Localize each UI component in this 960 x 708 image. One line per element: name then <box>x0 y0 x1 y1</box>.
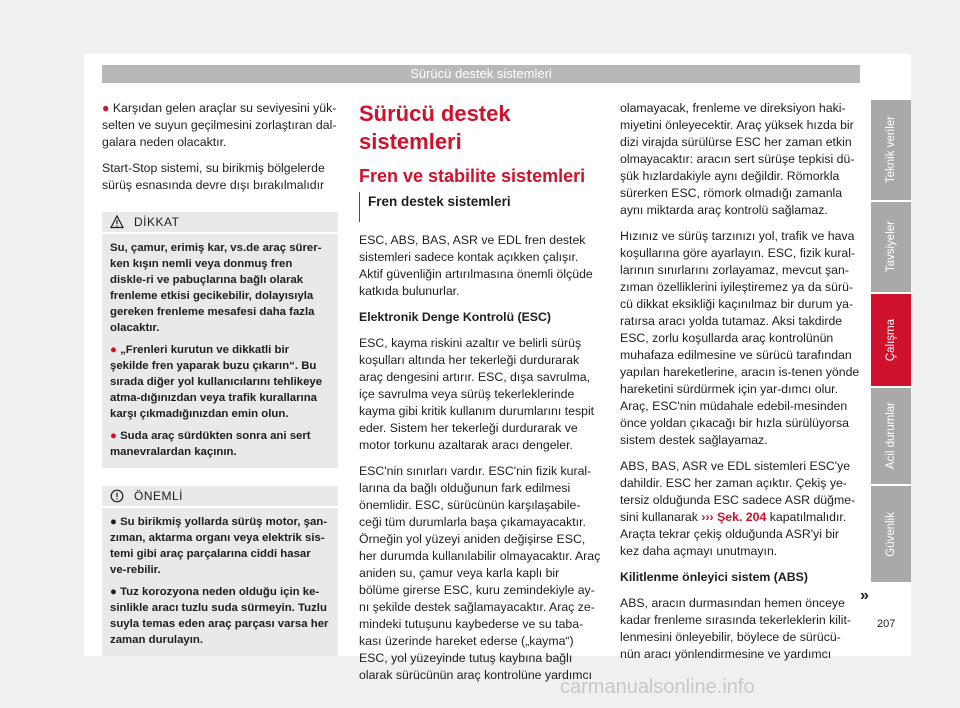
note-bullet: ● Tuz korozyona neden olduğu için ke-sinlikle aracı tuzlu suda sürmeyin. Tuzlu suyla temas eden araç parçası varsa her zaman durulayın. <box>110 586 329 646</box>
section-title: Fren ve stabilite sistemleri <box>359 166 586 186</box>
paragraph: ESC, ABS, BAS, ASR ve EDL fren destek sistemleri sadece kontak açıkken çalışır. Aktif güvenliğin artırılmasına önemli ölçüde katkıda bulunurlar. <box>359 233 593 298</box>
tab-acil-durumlar[interactable]: Acil durumlar <box>871 388 911 484</box>
bullet-icon: ● <box>110 516 117 528</box>
paragraph: ABS, BAS, ASR ve EDL sistemleri ESC'ye dahildir. ESC her zaman açıktır. Çekiş ye-tersiz olduğunda ESC sadece ASR düğme-sini kullanarak ››› Şek. 204 kapatılmalıdır. Araçta tekrar çekiş olduğunda ASR'yi bir kez daha açmayı unutmayın. <box>620 459 856 558</box>
bullet-icon: ● <box>102 101 110 115</box>
tab-calisma[interactable]: Çalışma <box>871 294 911 386</box>
caution-bullet: ● Suda araç sürdükten sonra ani sert manevralardan kaçının. <box>110 430 311 458</box>
continue-mark: » <box>860 587 869 604</box>
warning-triangle-icon <box>110 215 124 229</box>
note-header <box>102 486 338 508</box>
caution-box <box>102 212 338 468</box>
caution-header <box>102 212 338 234</box>
note-box <box>102 486 338 656</box>
heading-esc: Elektronik Denge Kontrolü (ESC) <box>359 310 551 324</box>
running-header: Sürücü destek sistemleri <box>102 65 860 83</box>
note-body <box>102 508 338 656</box>
figure-ref-link[interactable]: Şek. 204 <box>717 510 767 524</box>
paragraph: ESC'nin sınırları vardır. ESC'nin fizik kural-larına da bağlı olduğunun fark edilmesi önemlidir. ESC, sürücünün karşılaşabile-ceği tüm durumlarla başa çıkamayacaktır. Örneğin yol yüzeyi aniden değişirse ESC, her durumda kullanılabilir olmayacaktır. Araç aniden su, çamur veya karla kaplı bir bölüme girerse ESC, kuru zemindekiyle ay-nı şekilde destek sağlamayacaktır. Araç ze-mindeki tutuşunu kaybederse ve su taba-kası üzerinde hareket ederse („kayma“) ESC, yol yüzeyinde tutuş kaybına bağlı olarak sürücünün araç kontrolüne yardımcı <box>359 464 601 682</box>
heading-abs: Kilitlenme önleyici sistem (ABS) <box>620 570 808 584</box>
subsection-title: Fren destek sistemleri <box>359 192 601 222</box>
page-number: 207 <box>877 618 896 630</box>
tab-guvenlik[interactable]: Güvenlik <box>871 486 911 582</box>
chapter-title: Sürücü destek sistemleri <box>359 101 511 154</box>
caution-label: DİKKAT <box>134 215 180 229</box>
bullet-icon: ● <box>110 344 117 356</box>
info-circle-icon <box>110 489 124 503</box>
paragraph: Hızınız ve sürüş tarzınızı yol, trafik ve hava koşullarına göre ayarlayın. ESC, fizik kural-larının sınırlarını zorlayamaz, mevcut şan-zıman özelliklerini iyileştiremez ya da sürü-cü dikkat eksikliği kaçınılmaz bir durum ya-ratırsa aracı yolda tutamaz. Aksi takdirde ESC, zorlu koşullarda araç kontrolünün muhafaza edilmesine ve sürücü tarafından yapılan hareketlerine, aracın is-tenen yönde hareketini sürdürmek için yar-dımcı olur. Araç, ESC'nin müdahale edebil-mesinden önce yoldan çıkacağı bir hızla sürülüyorsa sistem destek sağlayamaz. <box>620 229 860 447</box>
note-bullet: ● Su birikmiş yollarda sürüş motor, şan-zıman, aktarma organı veya elektrik sis-temi gibi araç parçalarına ciddi hasar ve-rebilir. <box>110 516 328 576</box>
note-label: ÖNEMLİ <box>134 489 184 503</box>
paragraph: ABS, aracın durmasından hemen önceye kadar frenleme sırasında tekerleklerin kilit-lenmesini önleyebilir, böylece de sürücü-nün aracı yönlendirmesine ve yardımcı <box>620 596 851 661</box>
paragraph: Start-Stop sistemi, su birikmiş bölgelerde sürüş esnasında devre dışı bırakılmalıdır <box>102 161 325 192</box>
paragraph: ● Karşıdan gelen araçlar su seviyesini yük-selten ve suyun geçilmesini zorlaştıran dal-galara neden olacaktır. <box>102 101 337 149</box>
paragraph: olamayacak, frenleme ve direksiyon haki-miyetini önleyecektir. Araç yüksek hızda bir dizi virajda sürülürse ESC her zaman etkin olmayacaktır: aracın sert sürüşe tepkisi dü-şük hızlardakiyle aynı değildir. Römorkla sürerken ESC, römork olmadığı zamanla aynı miktarda araç kontrolü sağlamaz. <box>620 101 855 217</box>
bullet-icon: ● <box>110 430 117 442</box>
caution-body <box>102 234 338 468</box>
caution-bullet: ● „Frenleri kurutun ve dikkatli bir şekilde fren yaparak buzu çıkarın“. Bu sırada diğer yol kullanıcılarını tehlikeye atma-dığınızdan veya trafik kurallarına karşı çıkmadığınızdan emin olun. <box>110 344 323 420</box>
column-right <box>620 100 860 672</box>
tab-tavsiyeler[interactable]: Tavsiyeler <box>871 202 911 292</box>
paragraph: ESC, kayma riskini azaltır ve belirli sürüş koşulları altında her tekerleği durdurarak araç dengesini artırır. ESC, dışa savrulma, içe savrulma veya sürüş tekerleklerinde kayma gibi kritik kullanım durumlarını tespit eder. Sistem her tekerleği durdurarak ve motor torkunu azaltarak aracı dengeler. <box>359 336 595 452</box>
bullet-icon: ● <box>110 586 117 598</box>
column-middle <box>359 100 601 693</box>
tab-teknik-veriler[interactable]: Teknik veriler <box>871 100 911 200</box>
watermark: carmanualsonline.info <box>560 676 755 698</box>
column-left <box>102 100 338 674</box>
figure-ref-arrows: ››› <box>701 510 714 524</box>
caution-text: Su, çamur, erimiş kar, vs.de araç sürer-ken kışın nemli veya donmuş fren diskle-ri ve pabuçlarına bağlı olarak frenleme etkisi gecikebilir, dolayısıyla gereken frenleme mesafesi daha fazla olacaktır. <box>110 242 322 334</box>
